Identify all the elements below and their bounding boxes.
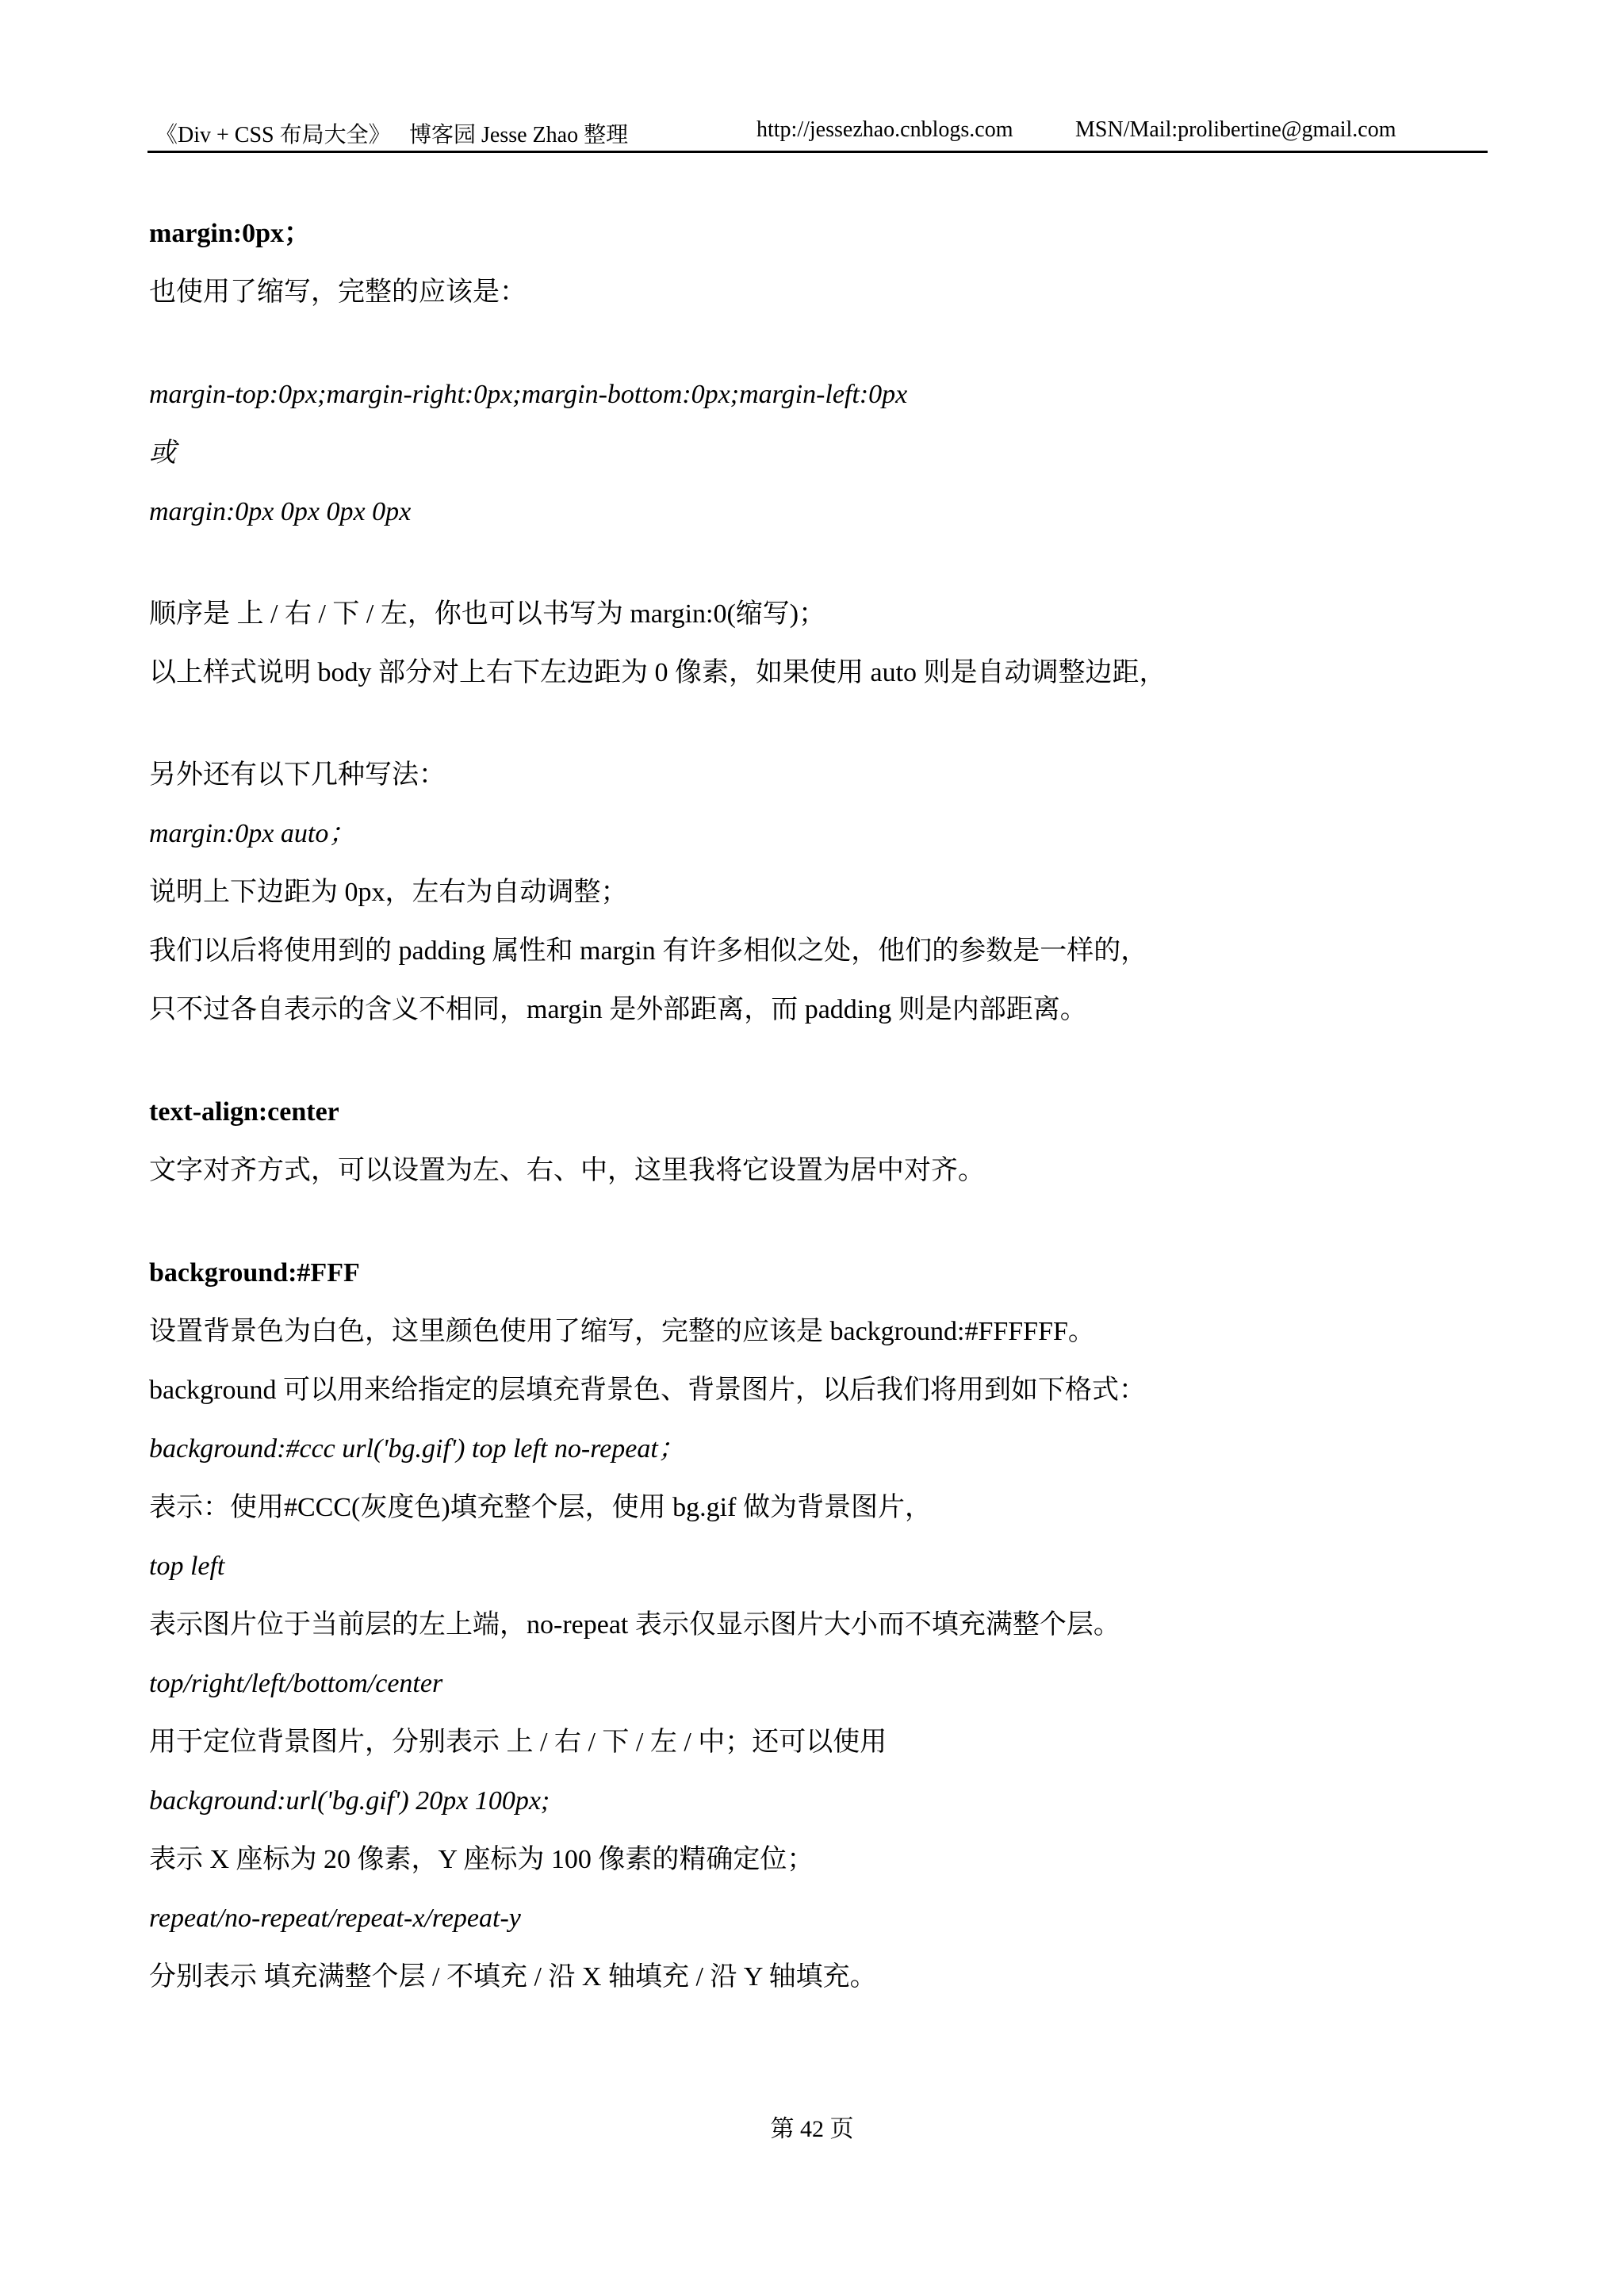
blank-line <box>149 1039 1465 1083</box>
header-divider <box>147 151 1488 153</box>
code-line: repeat/no-repeat/repeat-x/repeat-y <box>149 1904 521 1933</box>
document-body <box>149 205 1465 2007</box>
paragraph-line: background 可以用来给指定的层填充背景色、背景图片，以后我们将用到如下格式： <box>149 1376 1147 1405</box>
code-line: background:url('bg.gif') 20px 100px; <box>149 1786 550 1816</box>
page-header <box>147 113 1488 152</box>
blank-line <box>149 702 1465 746</box>
paragraph-line: 表示：使用#CCC(灰度色)填充整个层，使用 bg.gif 做为背景图片， <box>149 1493 932 1522</box>
paragraph-line: 用于定位背景图片，分别表示 上 / 右 / 下 / 左 / 中；还可以使用 <box>149 1728 887 1757</box>
heading-text-align: text-align:center <box>149 1097 339 1127</box>
code-line: top left <box>149 1552 225 1581</box>
paragraph-line: 另外还有以下几种写法： <box>149 760 446 790</box>
paragraph-line: 也使用了缩写，完整的应该是： <box>149 277 527 307</box>
paragraph-line: 只不过各自表示的含义不相同，margin 是外部距离，而 padding 则是内部距离。 <box>149 995 1087 1024</box>
code-line: background:#ccc url('bg.gif') top left no-repeat； <box>149 1434 685 1464</box>
paragraph-line: 说明上下边距为 0px，左右为自动调整； <box>149 878 628 907</box>
code-line: margin:0px 0px 0px 0px <box>149 497 412 526</box>
paragraph-line: 表示图片位于当前层的左上端，no-repeat 表示仅显示图片大小而不填充满整个层。 <box>149 1610 1120 1640</box>
code-line: margin-top:0px;margin-right:0px;margin-bottom:0px;margin-left:0px <box>149 380 908 409</box>
header-url: http://jessezhao.cnblogs.com <box>756 117 1013 142</box>
page-number: 第 42 页 <box>770 2116 854 2142</box>
paragraph-line: 顺序是 上 / 右 / 下 / 左，你也可以书写为 margin:0(缩写)； <box>149 599 826 629</box>
code-line: top/right/left/bottom/center <box>149 1669 443 1698</box>
heading-background: background:#FFF <box>149 1258 360 1288</box>
header-book-title: 《Div + CSS 布局大全》 <box>155 123 391 147</box>
paragraph-line: 设置背景色为白色，这里颜色使用了缩写，完整的应该是 background:#FFFFFF。 <box>149 1317 1095 1346</box>
heading-margin: margin:0px； <box>149 219 311 248</box>
header-author: 博客园 Jesse Zhao 整理 <box>409 123 629 147</box>
paragraph-line: 分别表示 填充满整个层 / 不填充 / 沿 X 轴填充 / 沿 Y 轴填充。 <box>149 1962 877 1992</box>
paragraph-line: 文字对齐方式，可以设置为左、右、中，这里我将它设置为居中对齐。 <box>149 1156 985 1185</box>
header-contact: MSN/Mail:prolibertine@gmail.com <box>1075 117 1396 142</box>
blank-line <box>149 322 1465 365</box>
paragraph-line: 以上样式说明 body 部分对上右下左边距为 0 像素，如果使用 auto 则是自动调整边距， <box>149 658 1166 687</box>
code-line: margin:0px auto； <box>149 819 356 848</box>
blank-line <box>149 1200 1465 1244</box>
paragraph-line: 我们以后将使用到的 padding 属性和 margin 有许多相似之处，他们的参数是一样的， <box>149 936 1148 966</box>
paragraph-line: 表示 X 座标为 20 像素，Y 座标为 100 像素的精确定位； <box>149 1845 814 1874</box>
code-line: 或 <box>149 438 176 468</box>
blank-line <box>149 541 1465 585</box>
